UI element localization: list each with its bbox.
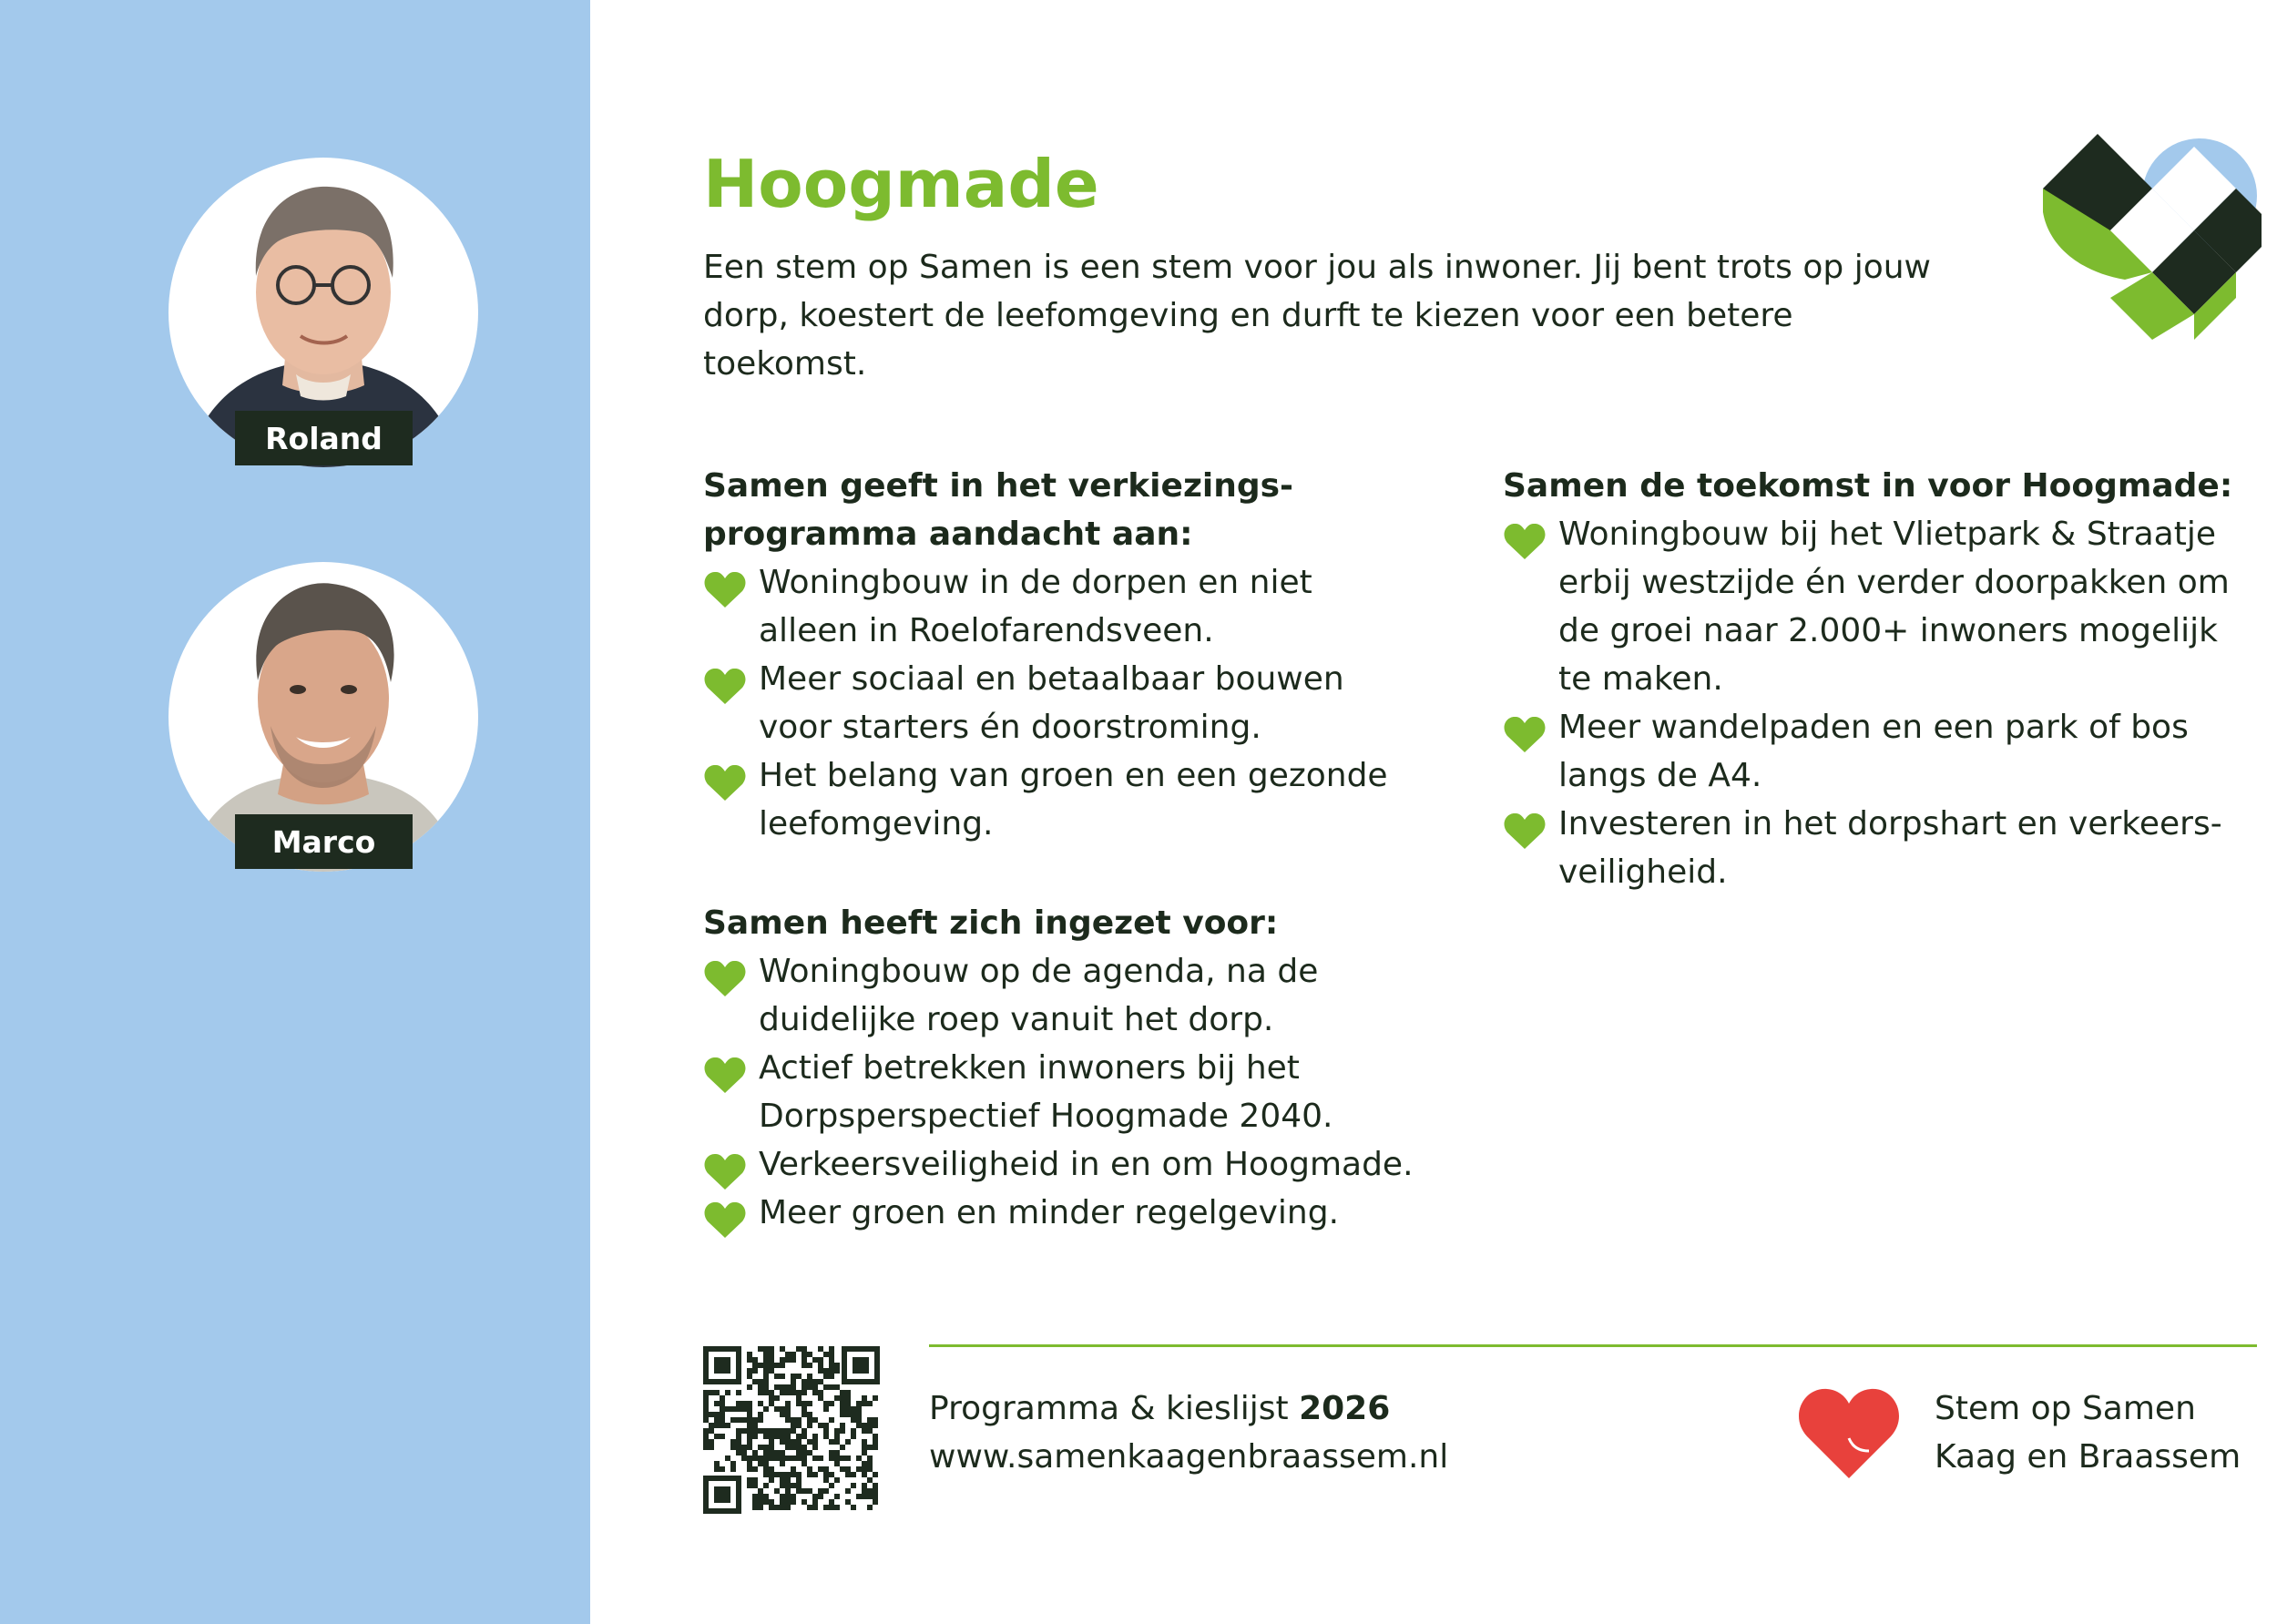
program-heading: Samen geeft in het verkiezings- programma aandacht aan: — [703, 467, 1293, 553]
candidate-roland — [168, 158, 478, 467]
green-heart-icon — [703, 1151, 747, 1191]
list-item: Woningbouw in de dorpen en niet alleen in Roelofarendsveen. — [703, 558, 1450, 655]
achievements-list — [703, 947, 1450, 1237]
achievements-section — [703, 899, 1450, 1237]
green-heart-icon — [703, 1200, 747, 1240]
green-heart-icon — [703, 666, 747, 706]
list-item: Actief betrekken inwoners bij het Dorpsperspectief Hoogmade 2040. — [703, 1044, 1450, 1140]
red-heart-icon — [1796, 1384, 1902, 1484]
program-year: 2026 — [1299, 1390, 1391, 1427]
list-item: Het belang van groen en een gezonde leefomgeving. — [703, 751, 1450, 848]
future-list — [1503, 510, 2259, 896]
samen-logo-icon — [2043, 134, 2262, 347]
page-title: Hoogmade — [703, 146, 1099, 222]
future-section — [1503, 462, 2259, 896]
candidate-name-tag: Roland — [235, 411, 413, 465]
intro-text: Een stem op Samen is een stem voor jou als inwoner. Jij bent trots op jouw dorp, koestert de leefomgeving en durft te kiezen voor een betere toekomst. — [703, 249, 1931, 383]
footer-divider — [929, 1344, 2257, 1347]
candidate-name-tag: Marco — [235, 814, 413, 869]
green-heart-icon — [703, 569, 747, 609]
website-link[interactable]: www.samenkaagenbraassem.nl — [929, 1438, 1449, 1476]
green-heart-icon — [703, 958, 747, 998]
program-section — [703, 462, 1450, 848]
program-line: Programma & kieslijst 2026 — [929, 1390, 1391, 1427]
list-item: Woningbouw bij het Vlietpark & Straatje erbij westzijde én verder doorpakken om de groei naar 2.000+ inwoners mogelijk te maken. — [1503, 510, 2259, 703]
list-item: Verkeersveiligheid in en om Hoogmade. — [703, 1140, 1450, 1189]
green-heart-icon — [1503, 714, 1547, 754]
green-heart-icon — [1503, 521, 1547, 561]
footer-program-info — [929, 1384, 1448, 1481]
list-item: Meer sociaal en betaalbaar bouwen voor starters én doorstroming. — [703, 655, 1450, 751]
candidate-marco — [168, 562, 478, 872]
footer-slogan: Stem op Samen Kaag en Braassem — [1935, 1390, 2241, 1476]
green-heart-icon — [703, 1055, 747, 1095]
green-heart-icon — [1503, 811, 1547, 851]
achievements-heading: Samen heeft zich ingezet voor: — [703, 904, 1279, 942]
list-item: Meer wandelpaden en een park of bos langs de A4. — [1503, 703, 2259, 800]
program-list — [703, 558, 1450, 848]
qr-code[interactable] — [703, 1346, 880, 1517]
list-item: Meer groen en minder regelgeving. — [703, 1189, 1450, 1237]
list-item: Investeren in het dorpshart en verkeers- veiligheid. — [1503, 800, 2259, 896]
green-heart-icon — [703, 762, 747, 802]
list-item: Woningbouw op de agenda, na de duidelijke roep vanuit het dorp. — [703, 947, 1450, 1044]
future-heading: Samen de toekomst in voor Hoogmade: — [1503, 467, 2233, 505]
